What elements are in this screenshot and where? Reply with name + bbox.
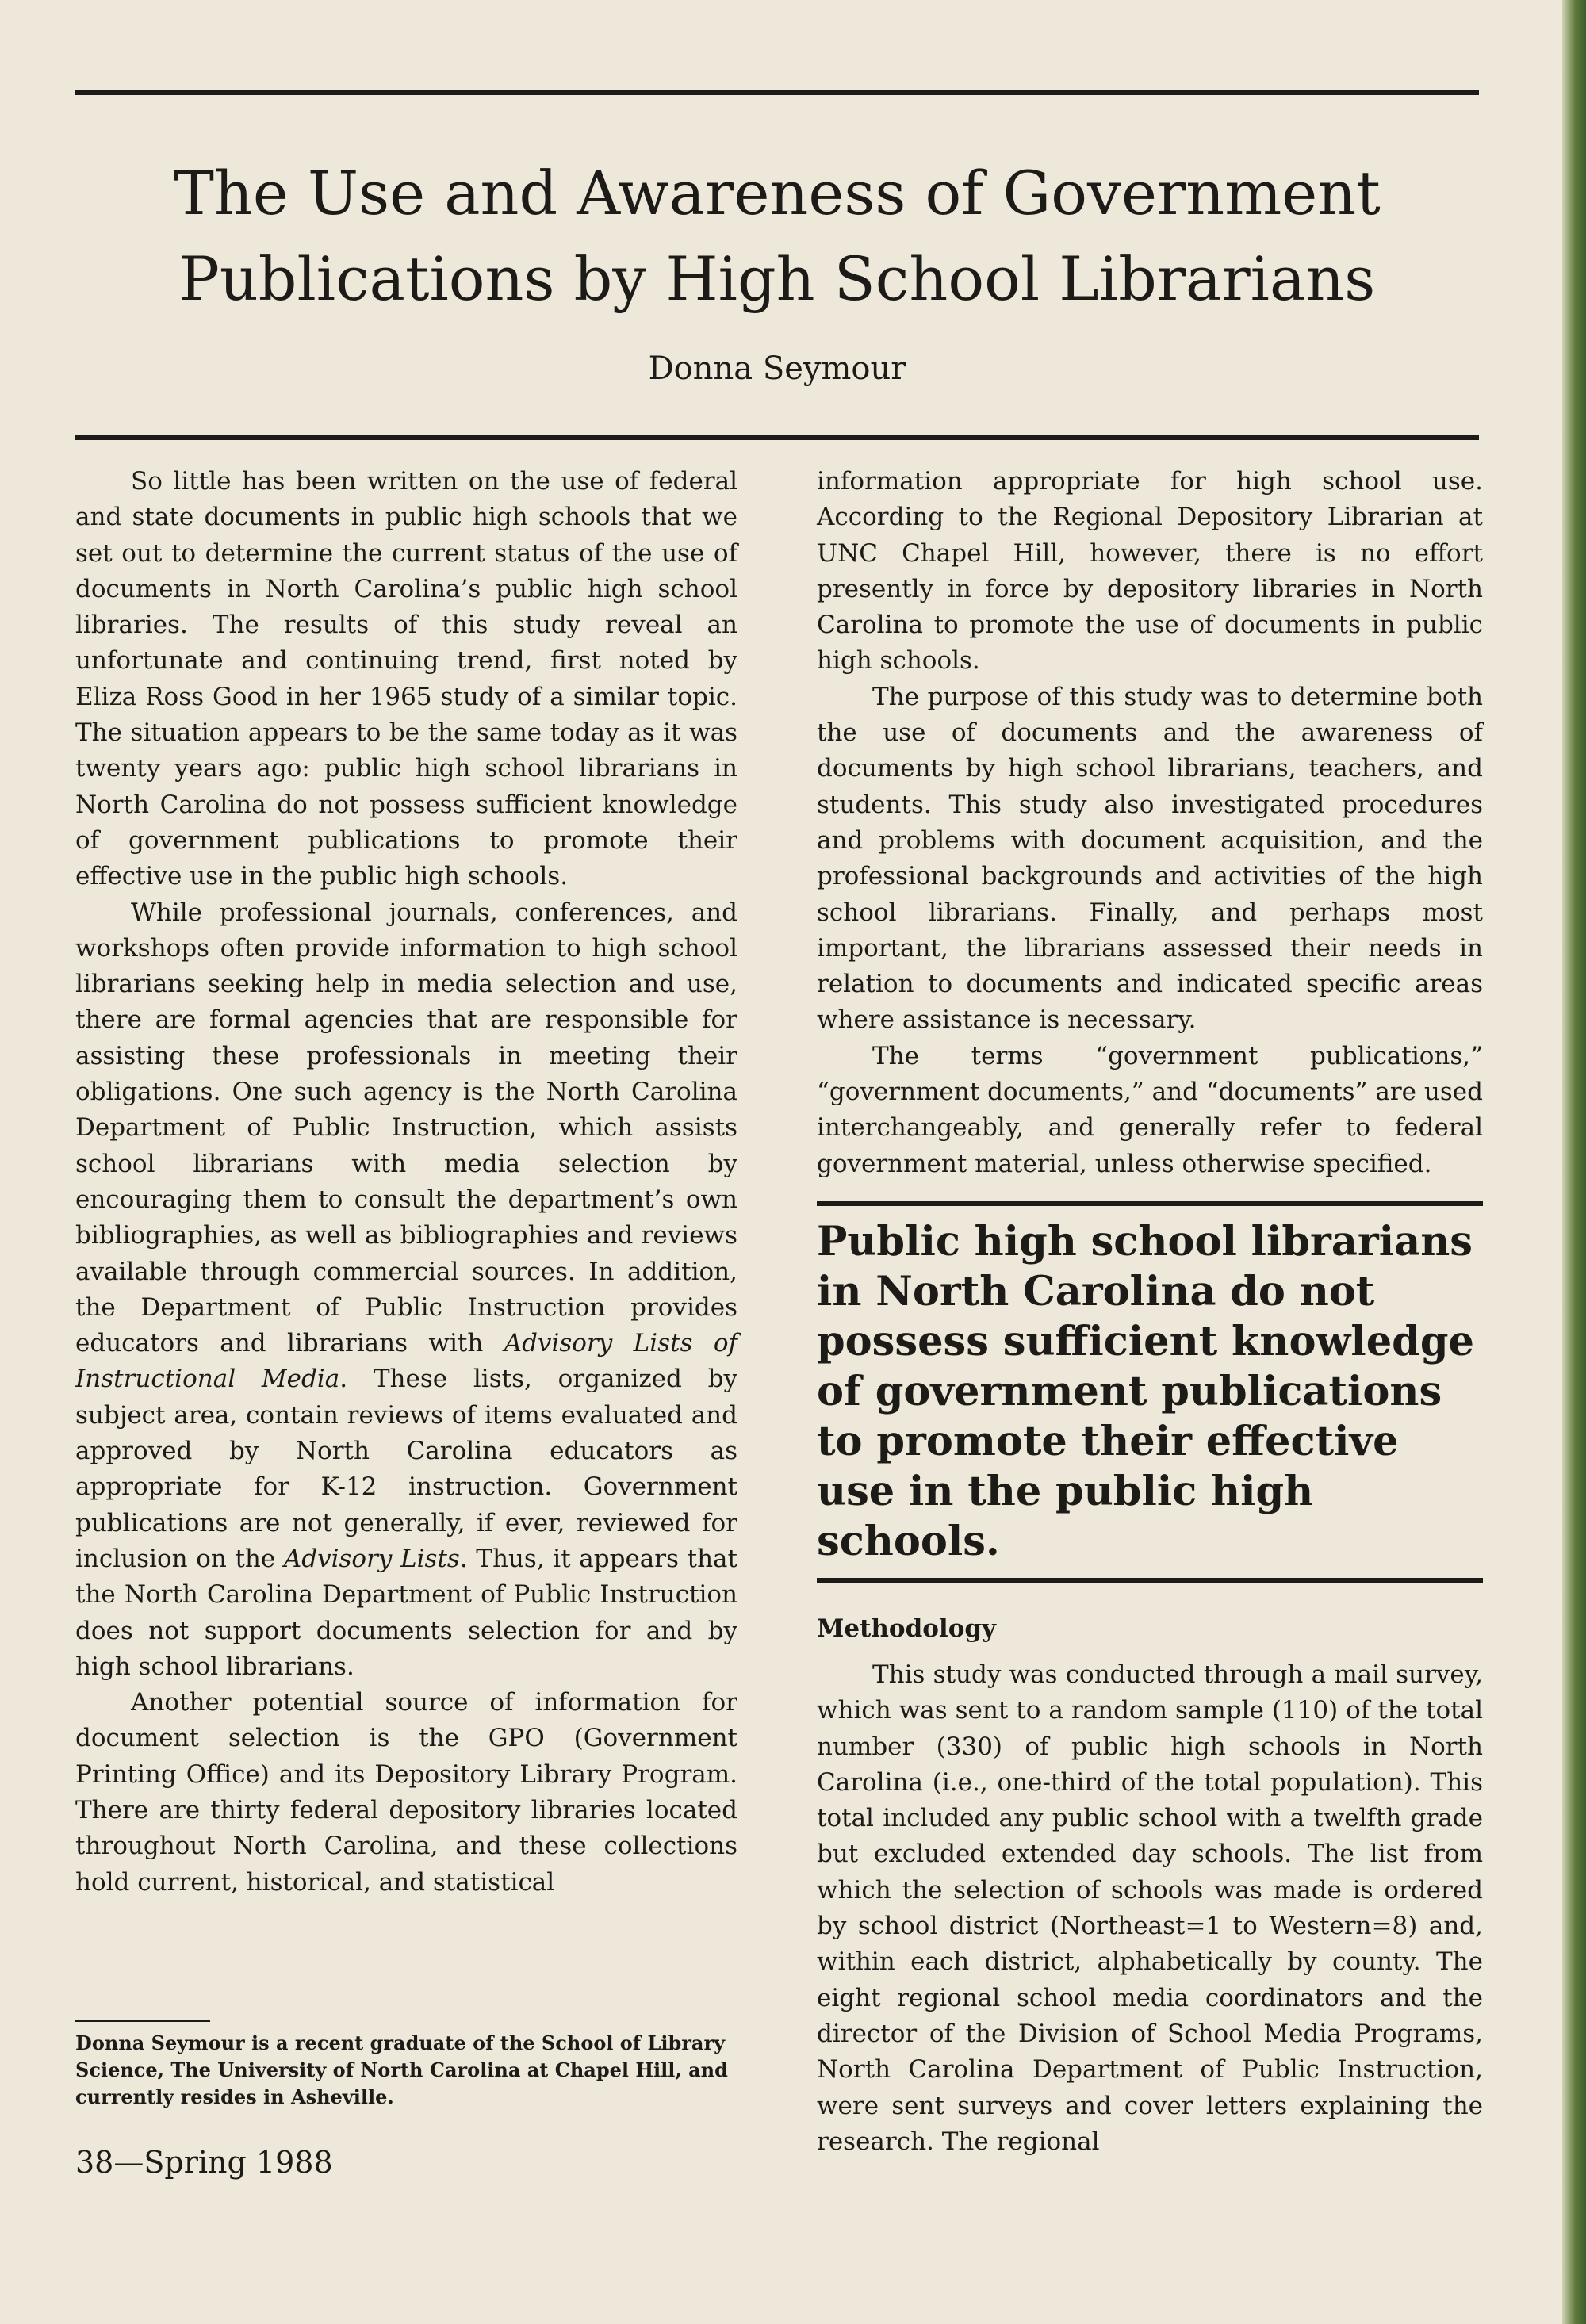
page-footer: 38—Spring 1988 bbox=[75, 2145, 333, 2180]
right-paragraph-1: information appropriate for high school use. According to the Regional Depository Librarian at UNC Chapel Hill, however, there is no effort presently in force by depository libraries in North Carolina to promote the use of documents in public high schools. bbox=[817, 467, 1483, 676]
right-paragraph-3: The terms “government publications,” “government documents,” and “documents” are used interchangeably, and generally refer to federal government material, unless otherwise specified. bbox=[817, 1041, 1483, 1178]
left-paragraph-2-part-b: . These lists, organized by subject area, contain reviews of items evaluated and approved by North Carolina educators as appropriate for K-12 instruction. Government publications are not generally, if ever, reviewed for inclusion on the bbox=[75, 1365, 737, 1573]
pullquote-bottom-rule bbox=[817, 1578, 1483, 1583]
left-paragraph-1: So little has been written on the use of federal and state documents in public high schools that we set out to determine the current status of the use of documents in North Carolina’s public high school libraries. The results of this study reveal an unfortunate and continuing trend, first noted by Eliza Ross Good in her 1965 study of a similar topic. The situation appears to be the same today as it was twenty years ago: public high school librarians in North Carolina do not possess sufficient knowledge of government publications to promote their effective use in the public high schools. bbox=[75, 467, 737, 891]
title-line-2: Publications by High School Librarians bbox=[178, 243, 1376, 314]
header-rule bbox=[75, 435, 1479, 440]
top-rule bbox=[75, 90, 1479, 95]
right-column bbox=[817, 464, 1483, 2160]
right-paragraph-4: This study was conducted through a mail survey, which was sent to a random sample (110) of the total number (330) of public high schools in North Carolina (i.e., one-third of the total population). This total included any public school with a twelfth grade but excluded extended day schools. The list from which the selection of schools was made is ordered by school district (Northeast=1 to Western=8) and, within each district, alphabetically by county. The eight regional school media coordinators and the director of the Division of School Media Programs, North Carolina Department of Public Instruction, were sent surveys and cover letters explaining the research. The regional bbox=[817, 1660, 1483, 2156]
footnote-rule bbox=[75, 2020, 210, 2022]
left-paragraph-3: Another potential source of information for document selection is the GPO (Government Printing Office) and its Depository Library Program. There are thirty federal depository libraries located throughout North Carolina, and these collections hold current, historical, and statistical bbox=[75, 1688, 737, 1897]
advisory-lists-title: Advisory Lists of Instructional Media bbox=[75, 1329, 737, 1394]
advisory-lists-short-title: Advisory Lists bbox=[283, 1544, 460, 1573]
left-paragraph-2-part-c: . Thus, it appears that the North Carolina Department of Public Instruction does not support documents selection for and by high school librarians. bbox=[75, 1544, 737, 1681]
title-line-1: The Use and Awareness of Government bbox=[174, 158, 1381, 228]
pull-quote: Public high school librarians in North Carolina do not possess sufficient knowledge of government publications to promote their effective use in the public high schools. bbox=[817, 1217, 1474, 1565]
right-paragraph-2: The purpose of this study was to determine both the use of documents and the awareness of documents by high school librarians, teachers, and students. This study also investigated procedures and problems with document acquisition, and the professional backgrounds and activities of the high school librarians. Finally, and perhaps most important, the librarians assessed their needs in relation to documents and indicated specific areas where assistance is necessary. bbox=[817, 682, 1483, 1035]
author-name: Donna Seymour bbox=[648, 350, 906, 387]
left-paragraph-2-part-a: While professional journals, conferences, and workshops often provide information to high school librarians seeking help in media selection and use, there are formal agencies that are responsible for assisting these professionals in meeting their obligations. One such agency is the North Carolina Department of Public Instruction, which assists school librarians with media selection by encouraging them to consult the department’s own bibliographies, as well as bibliographies and reviews available through commercial sources. In addition, the Department of Public Instruction provides educators and librarians with bbox=[75, 898, 737, 1358]
pullquote-top-rule bbox=[817, 1201, 1483, 1206]
left-column bbox=[75, 464, 737, 1901]
author-footnote: Donna Seymour is a recent graduate of the School of Library Science, The University of North Carolina at Chapel Hill, and currently resides in Asheville. bbox=[75, 2031, 728, 2108]
binding-edge bbox=[1562, 0, 1586, 2324]
section-heading-methodology: Methodology bbox=[817, 1614, 997, 1643]
left-paragraph-2 bbox=[75, 895, 737, 1686]
article-title bbox=[0, 151, 1554, 322]
